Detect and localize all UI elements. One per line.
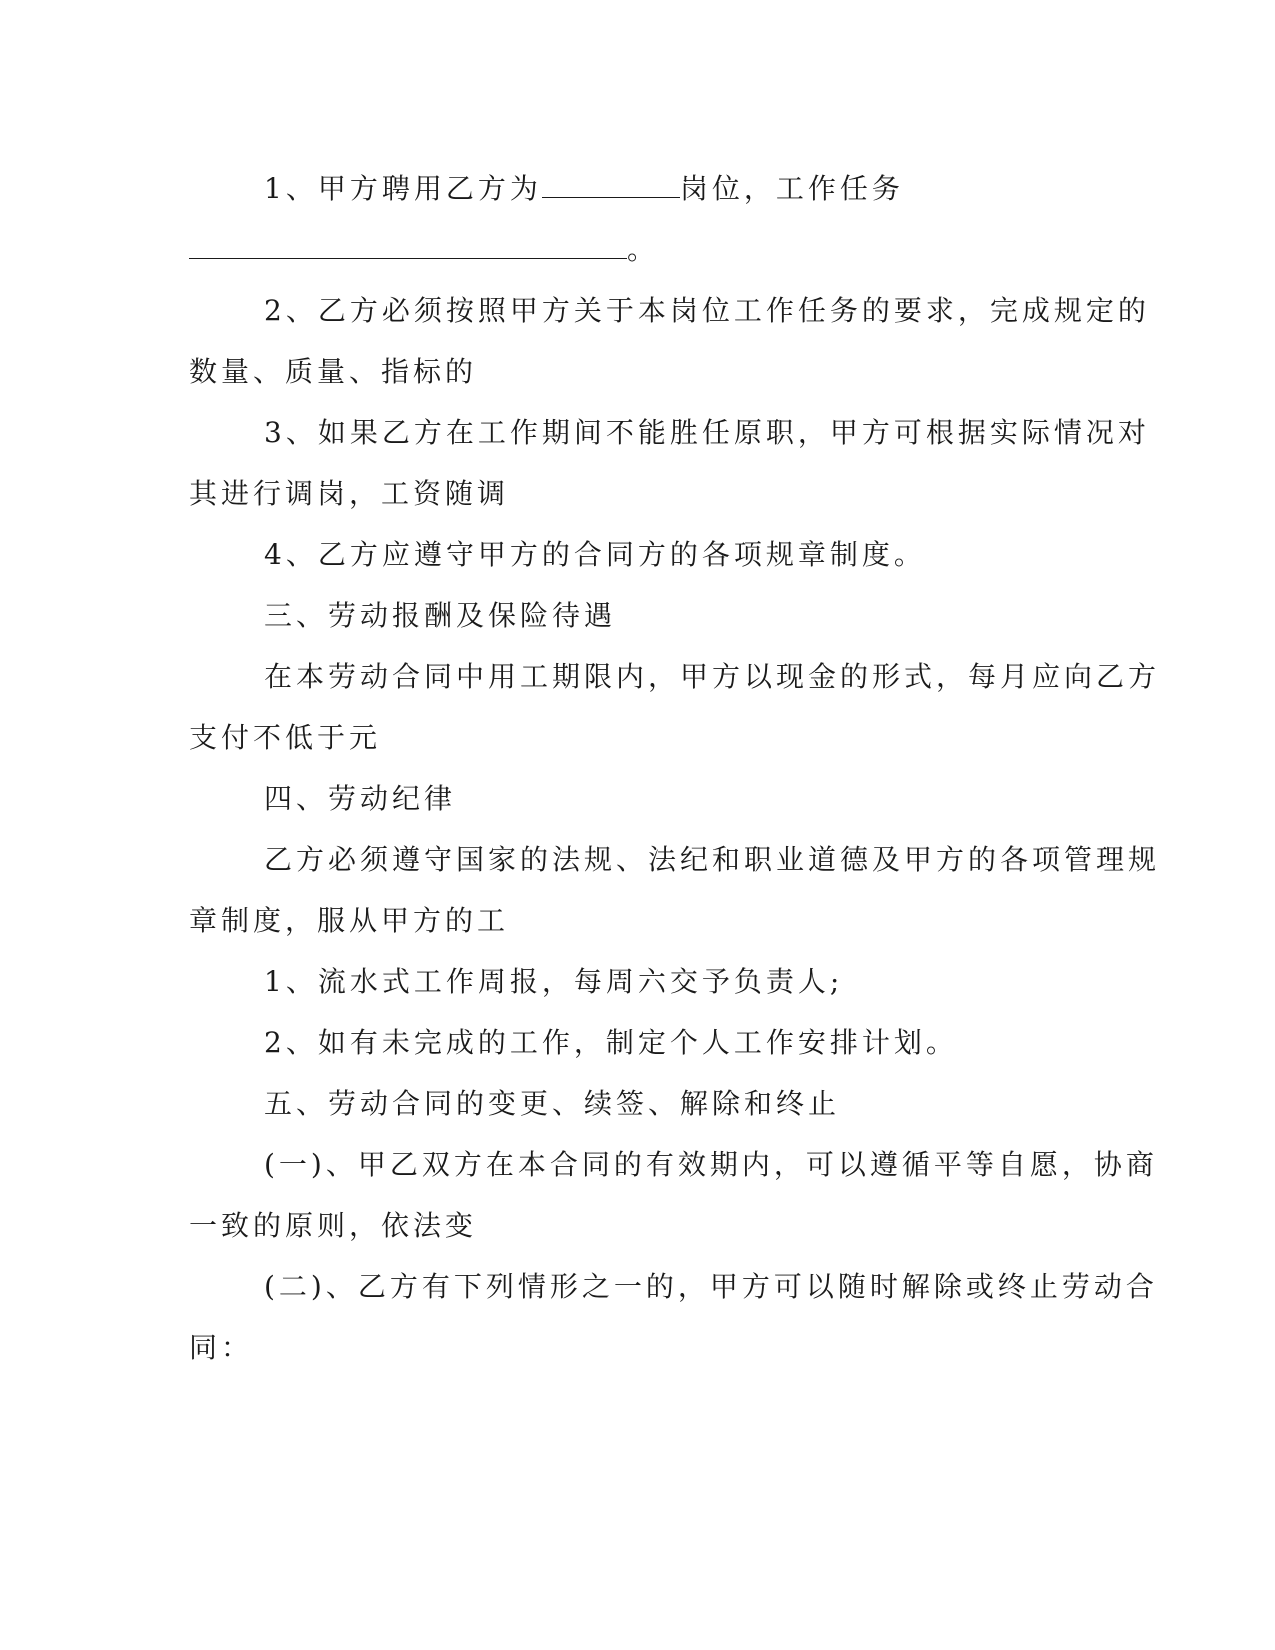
paragraph-line: 乙方必须遵守国家的法规、法纪和职业道德及甲方的各项管理规 (264, 843, 1161, 876)
section-heading: 四、劳动纪律 (264, 782, 457, 815)
paragraph-line: 章制度，服从甲方的工 (189, 904, 510, 937)
paragraph-line: (二)、乙方有下列情形之一的，甲方可以随时解除或终止劳动合 (264, 1270, 1158, 1303)
paragraph-line: 数量、质量、指标的 (189, 355, 478, 388)
paragraph-line: 同： (189, 1331, 254, 1364)
paragraph-line: 2、乙方必须按照甲方关于本岗位工作任务的要求，完成规定的 (264, 294, 1150, 327)
section-heading: 三、劳动报酬及保险待遇 (264, 599, 617, 632)
paragraph-line: 4、乙方应遵守甲方的合同方的各项规章制度。 (264, 538, 926, 571)
paragraph-line (189, 158, 1084, 219)
paragraph-line: 支付不低于元 (189, 721, 382, 754)
document-body (189, 158, 1161, 1378)
fill-in-blank-position (542, 173, 680, 198)
line-text: 。 (627, 233, 660, 266)
paragraph-line: 1、流水式工作周报，每周六交予负责人; (264, 965, 844, 998)
paragraph-line (189, 219, 1084, 280)
line-text: 1、甲方聘用乙方为 (264, 172, 542, 205)
paragraph-line: 其进行调岗，工资随调 (189, 477, 510, 510)
paragraph-line: 2、如有未完成的工作，制定个人工作安排计划。 (264, 1026, 958, 1059)
paragraph-line: 一致的原则，依法变 (189, 1209, 478, 1242)
fill-in-blank-task (189, 234, 627, 259)
section-heading: 五、劳动合同的变更、续签、解除和终止 (264, 1087, 841, 1120)
paragraph-line: 在本劳动合同中用工期限内，甲方以现金的形式，每月应向乙方 (264, 660, 1161, 693)
line-text: 岗位，工作任务 (679, 172, 904, 205)
paragraph-line: (一)、甲乙双方在本合同的有效期内，可以遵循平等自愿，协商 (264, 1148, 1158, 1181)
paragraph-line: 3、如果乙方在工作期间不能胜任原职，甲方可根据实际情况对 (264, 416, 1150, 449)
